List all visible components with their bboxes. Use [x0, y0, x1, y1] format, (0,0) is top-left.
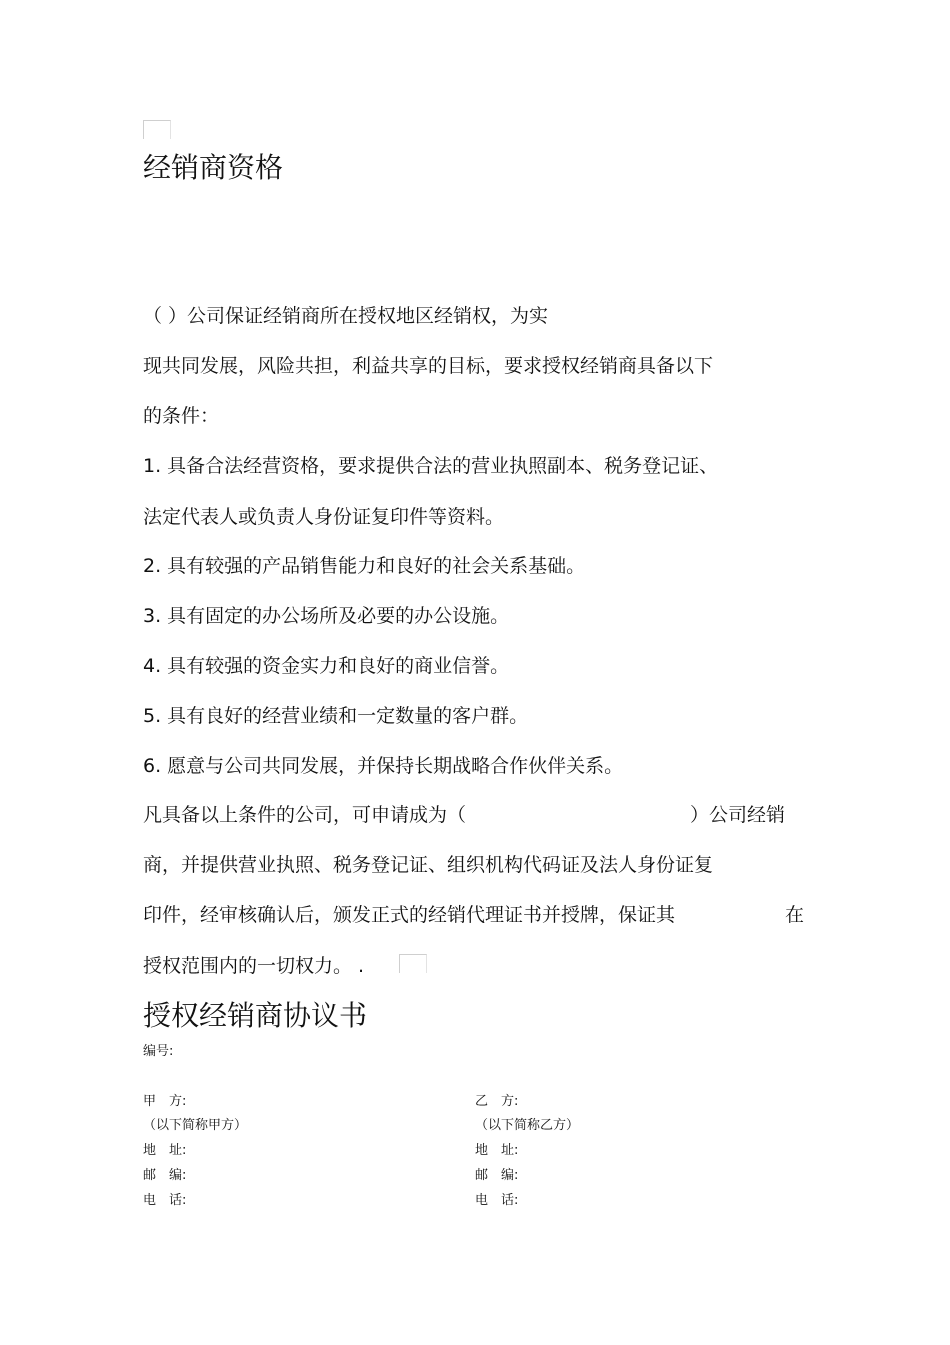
intro-line-3: 的条件：	[143, 405, 220, 427]
party-b-postcode: 邮 编:	[475, 1168, 519, 1183]
section-title-agreement: 授权经销商协议书	[143, 999, 368, 1032]
party-b-note: （以下简称乙方）	[475, 1118, 580, 1133]
intro-line-2: 现共同发展，风险共担，利益共享的目标，要求授权经销商具备以下	[143, 355, 714, 377]
intro-line-1: （ ）公司保证经销商所在授权地区经销权，为实	[143, 305, 549, 327]
image-placeholder-icon	[143, 120, 171, 139]
image-placeholder-icon	[399, 954, 427, 973]
closing-line-2: 商，并提供营业执照、税务登记证、组织机构代码证及法人身份证复	[143, 854, 714, 876]
party-a-phone: 电 话:	[143, 1193, 187, 1208]
list-item: 4. 具有较强的资金实力和良好的商业信誉。	[143, 655, 510, 677]
party-b-label: 乙 方:	[475, 1094, 519, 1109]
list-item: 1. 具备合法经营资格，要求提供合法的营业执照副本、税务登记证、	[143, 455, 719, 477]
closing-line-1b: ）公司经销	[690, 804, 786, 826]
party-b-address: 地 址:	[475, 1143, 519, 1158]
closing-line-3a: 印件，经审核确认后，颁发正式的经销代理证书并授牌，保证其	[143, 904, 676, 926]
party-a-label: 甲 方:	[143, 1094, 187, 1109]
party-b-phone: 电 话:	[475, 1193, 519, 1208]
list-item: 5. 具有良好的经营业绩和一定数量的客户群。	[143, 705, 529, 727]
list-item: 法定代表人或负责人身份证复印件等资料。	[143, 506, 505, 528]
section-title-qualification: 经销商资格	[143, 151, 284, 184]
party-a-postcode: 邮 编:	[143, 1168, 187, 1183]
closing-line-3b: 在	[785, 904, 805, 926]
list-item: 6. 愿意与公司共同发展，并保持长期战略合作伙伴关系。	[143, 755, 624, 777]
party-a-note: （以下简称甲方）	[143, 1118, 248, 1133]
list-item: 2. 具有较强的产品销售能力和良好的社会关系基础。	[143, 555, 586, 577]
closing-line-4: 授权范围内的一切权力。 .	[143, 955, 365, 977]
party-a-address: 地 址:	[143, 1143, 187, 1158]
list-item: 3. 具有固定的办公场所及必要的办公设施。	[143, 605, 510, 627]
agreement-number-label: 编号:	[143, 1044, 174, 1059]
closing-line-1a: 凡具备以上条件的公司，可申请成为（	[143, 804, 467, 826]
